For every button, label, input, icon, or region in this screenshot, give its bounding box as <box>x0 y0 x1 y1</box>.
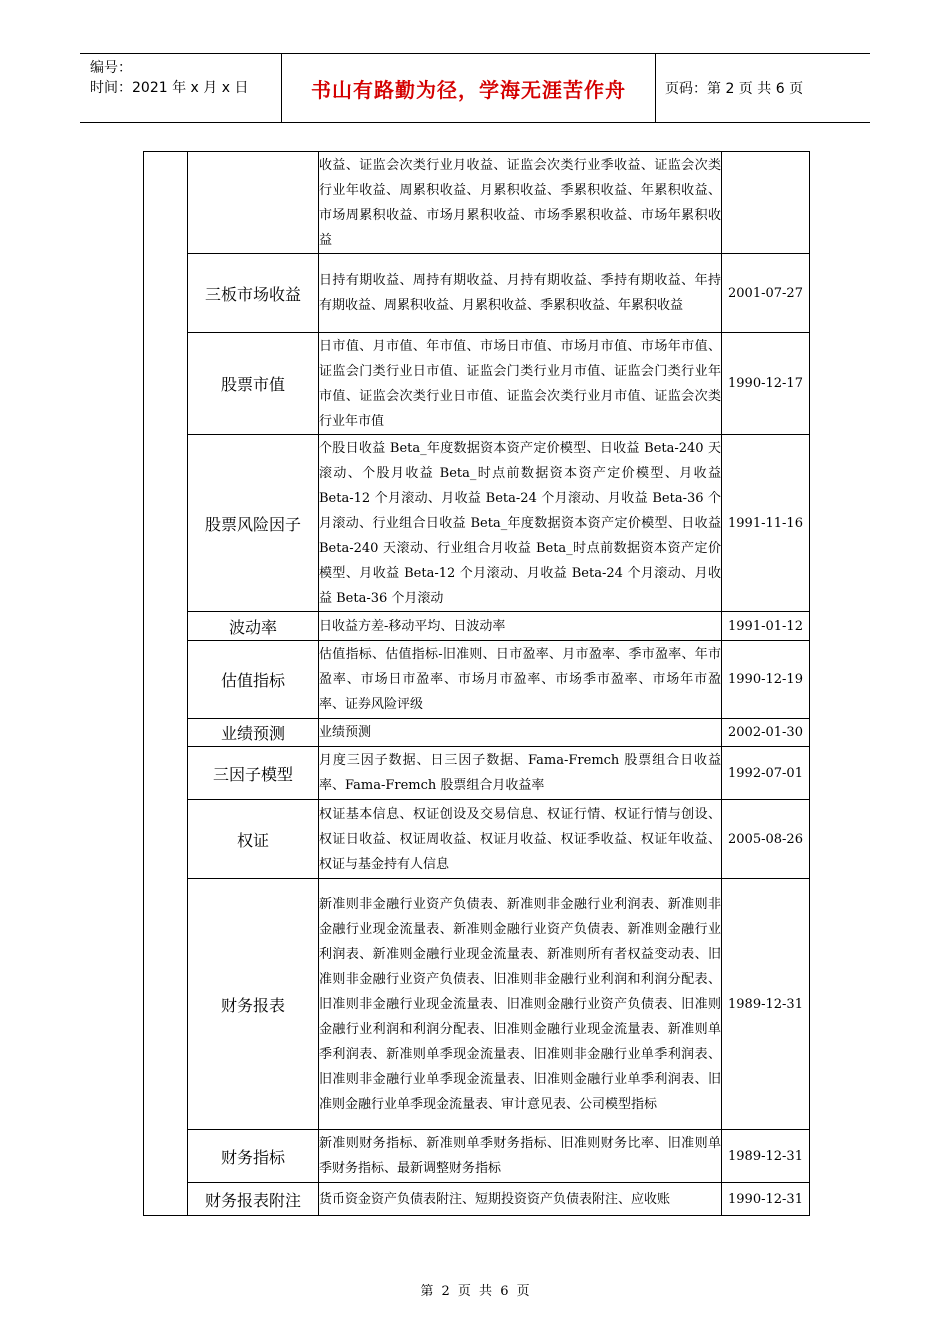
date-cell: 2002-01-30 <box>722 719 810 747</box>
date-cell: 1991-01-12 <box>722 612 810 641</box>
date-cell: 1990-12-19 <box>722 641 810 719</box>
table-row <box>144 1183 810 1216</box>
table-row <box>144 641 810 719</box>
date-cell: 1989-12-31 <box>722 1130 810 1183</box>
header-motto: 书山有路勤为径，学海无涯苦作舟 <box>311 77 626 102</box>
category-cell: 三板市场收益 <box>188 254 319 333</box>
date-cell: 1990-12-31 <box>722 1183 810 1216</box>
content-cell: 业绩预测 <box>319 719 722 747</box>
content-cell: 货币资金资产负债表附注、短期投资资产负债表附注、应收账 <box>319 1183 722 1216</box>
content-cell: 日持有期收益、周持有期收益、月持有期收益、季持有期收益、年持有期收益、周累积收益、月累积收益、季累积收益、年累积收益 <box>319 254 722 333</box>
date-cell: 1991-11-16 <box>722 435 810 612</box>
table-row <box>144 800 810 879</box>
table-row <box>144 1130 810 1183</box>
date-cell: 1989-12-31 <box>722 879 810 1130</box>
table-row <box>144 333 810 435</box>
table-row <box>144 152 810 254</box>
table-row <box>144 747 810 800</box>
database-content-table <box>143 151 810 1216</box>
content-cell: 日收益方差-移动平均、日波动率 <box>319 612 722 641</box>
document-time-label: 时间：2021 年 x 月 x 日 <box>90 80 249 96</box>
category-cell <box>188 152 319 254</box>
category-cell: 业绩预测 <box>188 719 319 747</box>
content-cell: 个股日收益 Beta_年度数据资本资产定价模型、日收益 Beta-240 天滚动、个股月收益 Beta_时点前数据资本资产定价模型、月收益 Beta-12 个月滚动、月收益 Beta-24 个月滚动、月收益 Beta-36 个月滚动、行业组合日收益 Beta_年度数据资本资产定价模型、日收益 Beta-240 天滚动、行业组合月收益 Beta_时点前数据资本资产定价模型、月收益 Beta-12 个月滚动、月收益 Beta-24 个月滚动、月收益 Beta-36 个月滚动 <box>319 435 722 612</box>
content-cell: 估值指标、估值指标-旧准则、日市盈率、月市盈率、季市盈率、年市盈率、市场日市盈率、市场月市盈率、市场季市盈率、市场年市盈率、证券风险评级 <box>319 641 722 719</box>
content-cell: 新准则财务指标、新准则单季财务指标、旧准则财务比率、旧准则单季财务指标、最新调整财务指标 <box>319 1130 722 1183</box>
content-cell: 权证基本信息、权证创设及交易信息、权证行情、权证行情与创设、权证日收益、权证周收益、权证月收益、权证季收益、权证年收益、权证与基金持有人信息 <box>319 800 722 879</box>
content-cell: 新准则非金融行业资产负债表、新准则非金融行业利润表、新准则非金融行业现金流量表、新准则金融行业资产负债表、新准则金融行业利润表、新准则金融行业现金流量表、新准则所有者权益变动表、旧准则非金融行业资产负债表、旧准则非金融行业利润和利润分配表、旧准则非金融行业现金流量表、旧准则金融行业资产负债表、旧准则金融行业利润和利润分配表、旧准则金融行业现金流量表、新准则单季利润表、新准则单季现金流量表、旧准则非金融行业单季利润表、旧准则非金融行业单季现金流量表、旧准则金融行业单季利润表、旧准则金融行业单季现金流量表、审计意见表、公司模型指标 <box>319 879 722 1130</box>
table-row <box>144 879 810 1130</box>
header-divider <box>655 54 656 122</box>
category-cell: 股票市值 <box>188 333 319 435</box>
date-cell: 2001-07-27 <box>722 254 810 333</box>
document-number-label: 编号： <box>90 60 132 76</box>
category-cell: 估值指标 <box>188 641 319 719</box>
category-cell: 股票风险因子 <box>188 435 319 612</box>
category-cell: 波动率 <box>188 612 319 641</box>
category-cell: 三因子模型 <box>188 747 319 800</box>
table-row <box>144 254 810 333</box>
header-page-info: 页码：第 2 页 共 6 页 <box>665 81 804 97</box>
category-cell: 财务报表 <box>188 879 319 1130</box>
page-footer: 第 2 页 共 6 页 <box>420 1284 530 1299</box>
date-cell: 1992-07-01 <box>722 747 810 800</box>
category-cell: 财务指标 <box>188 1130 319 1183</box>
date-cell: 2005-08-26 <box>722 800 810 879</box>
content-cell: 月度三因子数据、日三因子数据、Fama-Fremch 股票组合日收益率、Fama-Fremch 股票组合月收益率 <box>319 747 722 800</box>
date-cell: 1990-12-17 <box>722 333 810 435</box>
content-cell: 日市值、月市值、年市值、市场日市值、市场月市值、市场年市值、证监会门类行业日市值、证监会门类行业月市值、证监会门类行业年市值、证监会次类行业日市值、证监会次类行业月市值、证监会次类行业年市值 <box>319 333 722 435</box>
content-cell: 收益、证监会次类行业月收益、证监会次类行业季收益、证监会次类行业年收益、周累积收益、月累积收益、季累积收益、年累积收益、市场周累积收益、市场月累积收益、市场季累积收益、市场年累积收益 <box>319 152 722 254</box>
category-cell: 财务报表附注 <box>188 1183 319 1216</box>
table-row <box>144 435 810 612</box>
page-header <box>80 53 870 123</box>
date-cell <box>722 152 810 254</box>
header-meta <box>90 58 285 98</box>
table-row <box>144 719 810 747</box>
category-cell: 权证 <box>188 800 319 879</box>
table-row <box>144 612 810 641</box>
table-margin-column <box>144 152 188 1216</box>
